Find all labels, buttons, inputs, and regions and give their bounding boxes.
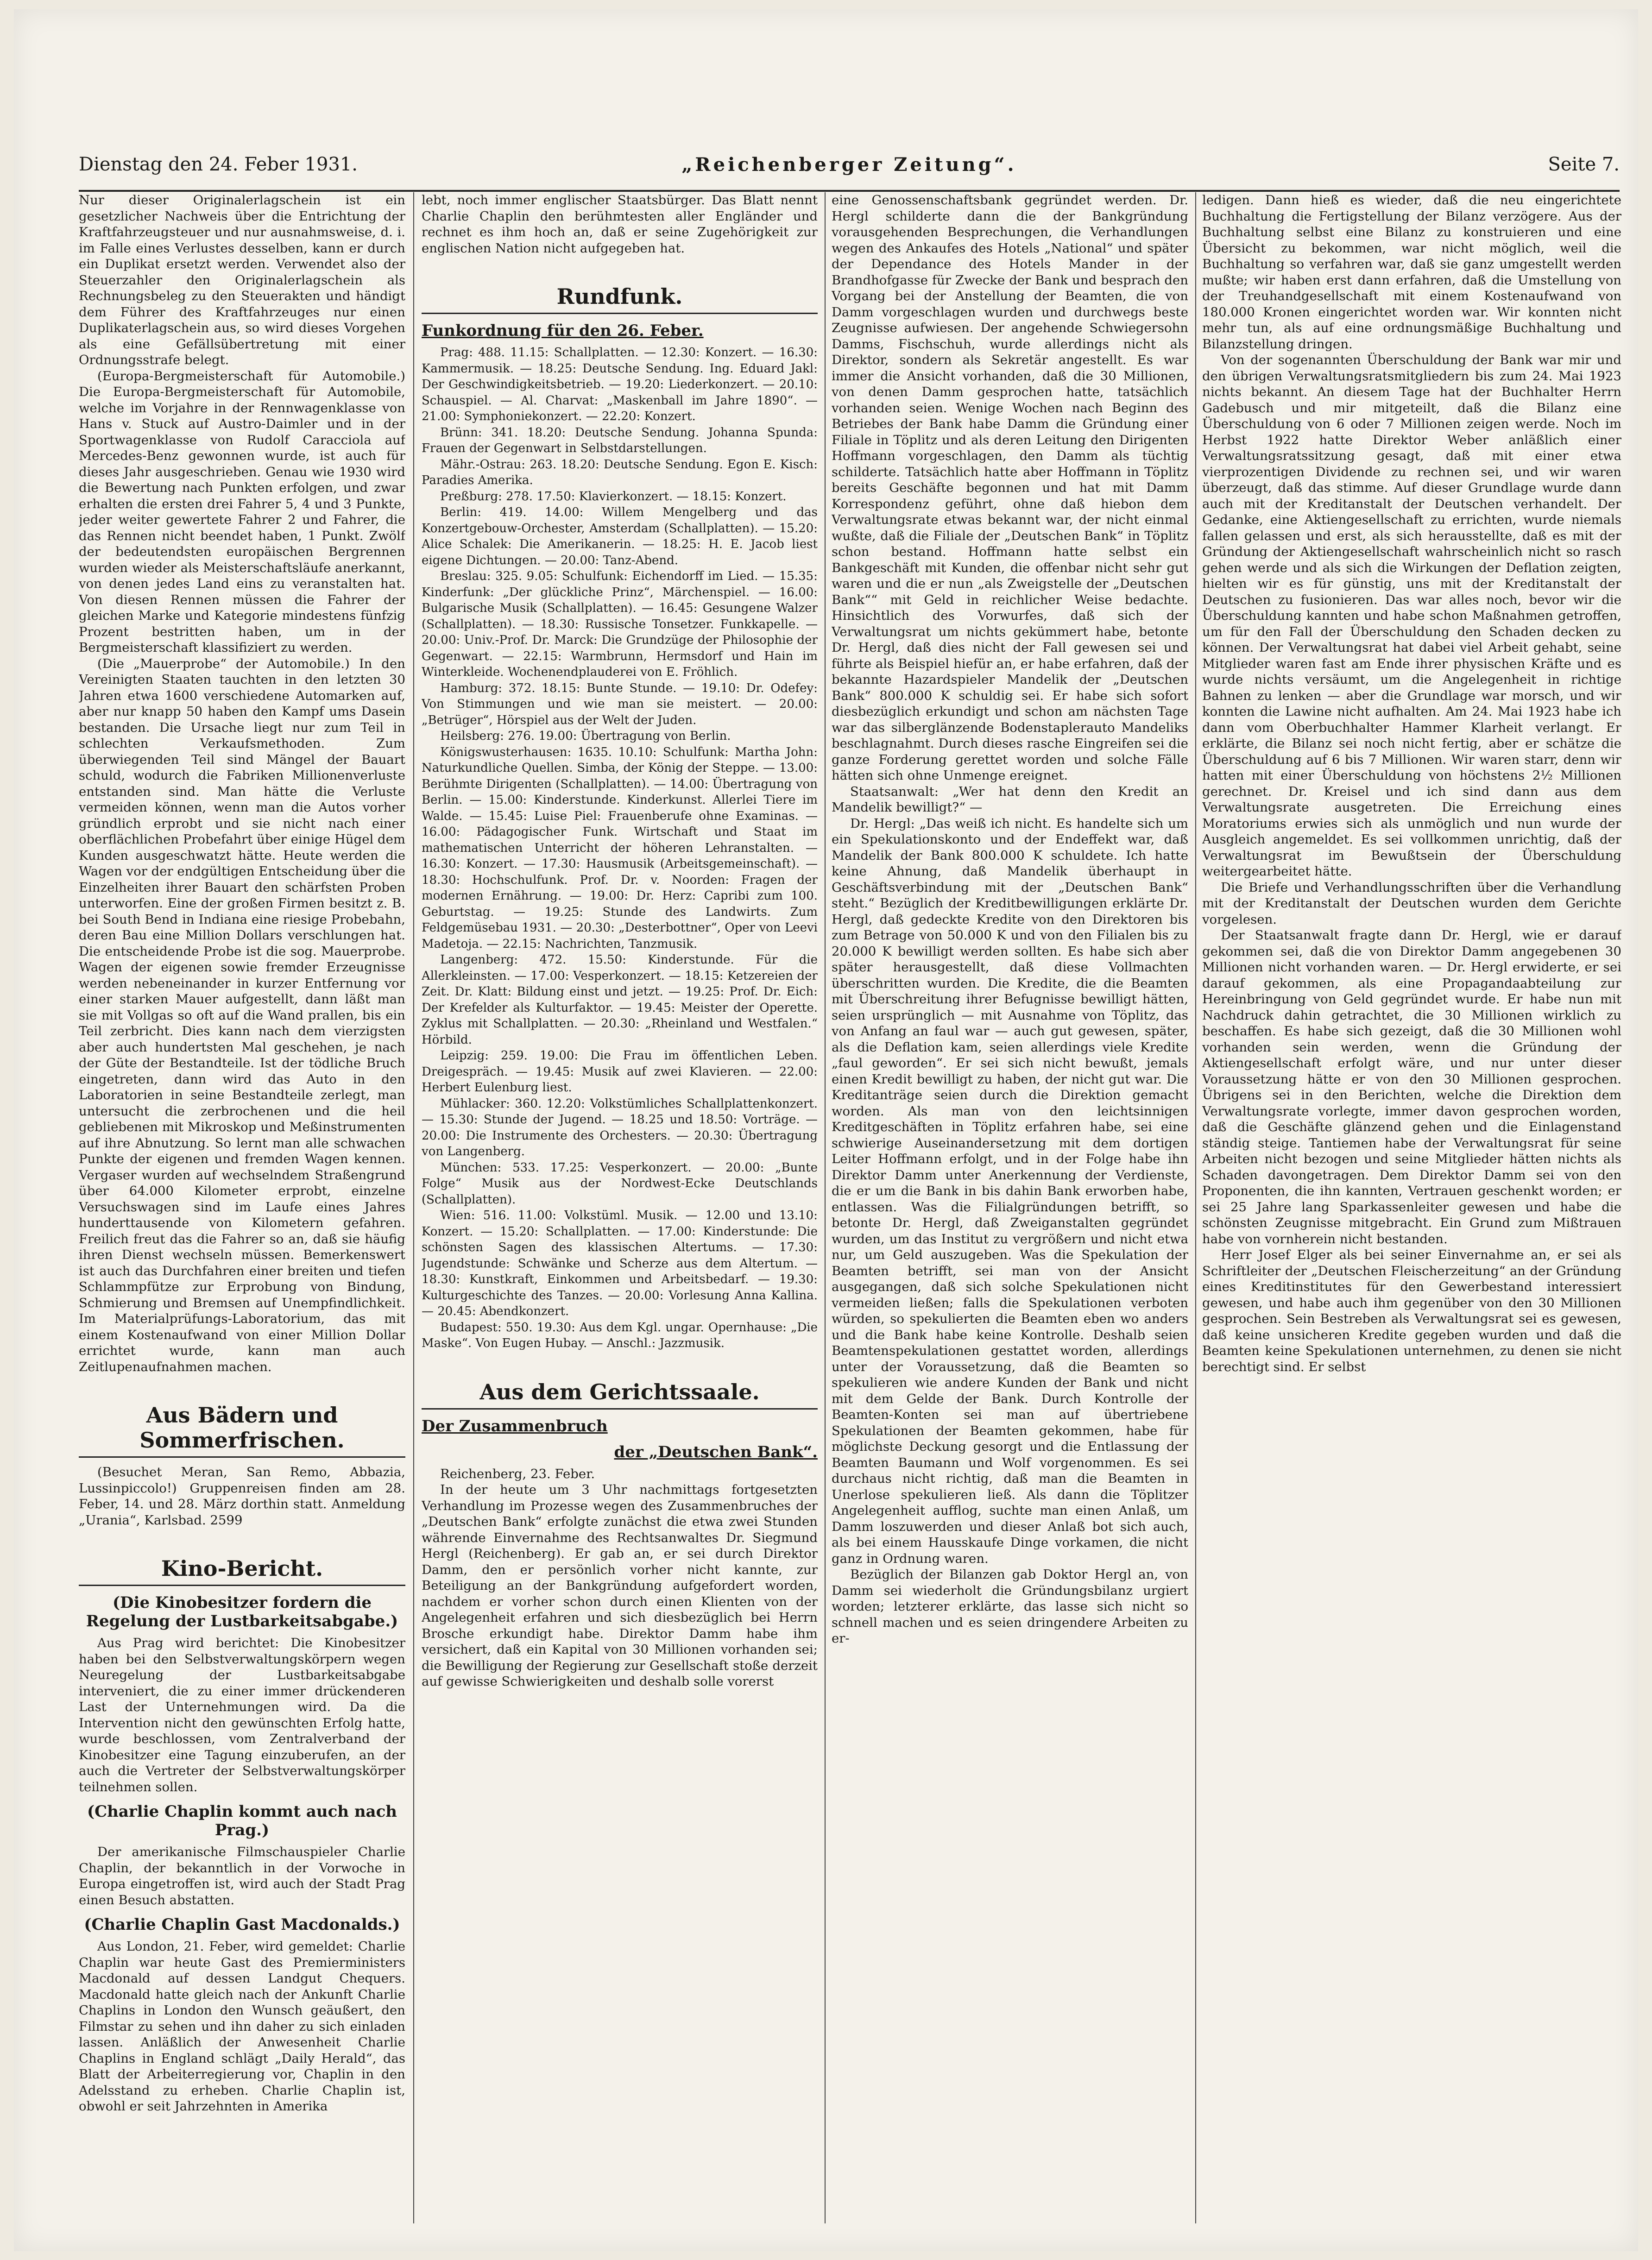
column-1 [79,192,405,2223]
article-paragraph: Staatsanwalt: „Wer hat denn den Kredit an Mandelik bewilligt?“ — [832,784,1188,815]
article-paragraph: Dr. Hergl: „Das weiß ich nicht. Es handelte sich um ein Spekulationskonto und der Endeffekt war, daß Mandelik der Bank 800.000 K schuldete. Ich hatte keine Ahnung, daß Mandelik überhaupt in Geschäftsverbindung mit der „Deutschen Bank“ steht.“ Bezüglich der Kreditbewilligungen erklärte Dr. Hergl, daß gedeckte Kredite von den Direktoren bis zum Betrage von 50.000 K und von den Filialen bis zu 20.000 K bewilligt werden sollten. Es habe sich aber später herausgestellt, daß diese Vollmachten überschritten wurden. Die Kredite, die die Beamten mit Überschreitung ihrer Befugnisse bewilligt hätten, seien ursprünglich — mit Ausnahme von Töplitz, das von Anfang an faul war — auch gut gewesen, später, als die Deflation kam, seien allerdings viele Kredite „faul geworden“. Er sei sich nicht bewußt, jemals einen Kredit bewilligt zu haben, der nicht gut war. Die Kreditanträge seien durch die Direktion gemacht worden. Als man von den leichtsinnigen Kreditgeschäften in Töplitz erfahren habe, sei eine schwierige Auseinandersetzung mit dem dortigen Leiter Hoffmann erfolgt, und in der Folge habe ihn Direktor Damm unter Anerkennung der Verdienste, die er um die Bank in bis dahin Bank erworben habe, entlassen. Was die Filialgründungen betrifft, so betonte Dr. Hergl, daß Zweiganstalten gegründet wurden, um das Institut zu vergrößern und nicht etwa nur, um Geld auszugeben. Was die Spekulation der Beamten betrifft, sei man von der Ansicht ausgegangen, daß sich solche Spekulationen nicht vermeiden ließen; falls die Spekulationen verboten würden, so spekulierten die Beamten eben wo anders und die Bank habe keine Kontrolle. Deshalb seien Beamtenspekulationen gestattet worden, allerdings unter der Voraussetzung, daß die Beamten so spekulieren wie andere Kunden der Bank und nicht mit dem Gelde der Bank. Durch Kontrolle der Beamten-Konten sei man auf übertriebene Spekulationen der Beamten gekommen, habe für möglichste Deckung gesorgt und die Entlassung der Beamten Baumann und Wolf vorgenommen. Es sei durchaus nicht richtig, daß man die Beamten in Unerlose spekulieren ließ. Als dann die Töplitzer Angelegenheit aufflog, suchte man einen Anlaß, um Damm loszuwerden und dieser Anlaß bot sich auch, als bei einem Hausskaufe Dinge vorkamen, die nicht ganz in Ordnung waren. [832,816,1188,1566]
article-paragraph: Herr Josef Elger als bei seiner Einvernahme an, er sei als Schriftleiter der „Deutschen Fleischerzeitung“ an der Gründung eines Kreditinstitutes für den Gewerbestand interessiert gewesen, und habe auch ihm gegenüber von den 30 Millionen gesprochen. Sein Bestreben als Verwaltungsrat sei es gewesen, daß keine unsicheren Kredite gegeben wurden und daß die Beamten keine Spekulationen unternehmen, zu denen sie nicht berechtigt sind. Er selbst [1202,1247,1621,1374]
article-paragraph: Von der sogenannten Überschuldung der Bank war mir und den übrigen Verwaltungsratsmitgliedern bis zum 24. Mai 1923 nichts bekannt. An diesem Tage hat der Buchhalter Herrn Gadebusch und mir mitgeteilt, daß die Bilanz eine Überschuldung von 6 oder 7 Millionen zeigen werde. Noch im Herbst 1922 hatte Direktor Weber anläßlich einer Verwaltungsratssitzung gesagt, daß mit einer etwa vierprozentigen Dividende zu rechnen sei, und wir waren überzeugt, daß das stimme. Auf dieser Grundlage wurde dann auch mit der Kreditanstalt der Deutschen verhandelt. Der Gedanke, eine Aktiengesellschaft zu errichten, wurde niemals fallen gelassen und erst, als sich herausstellte, daß es mit der Gründung der Aktiengesellschaft wahrscheinlich nicht so rasch gehen werde und als sich die Wirkungen der Deflation zeigten, hielten wir es für günstig, uns mit der Kreditanstalt der Deutschen zu fusionieren. Das war alles noch, bevor wir die Überschuldung kannten und habe schon Maßnahmen getroffen, um für den Fall der Überschuldung den Schaden decken zu können. Der Verwaltungsrat hat dabei viel Arbeit gehabt, seine Mitglieder waren fast am Ende ihrer physischen Kräfte und es wurde nichts versäumt, um die Angelegenheit in richtige Bahnen zu lenken — aber die Grundlage war morsch, und wir konnten die Lawine nicht aufhalten. Am 24. Mai 1923 habe ich dann vom Oberbuchhalter Hammer Klarheit verlangt. Er erklärte, die Bilanz sei noch nicht fertig, aber er schätze die Überschuldung auf 6 bis 7 Millionen. Wir waren starr, denn wir hatten mit einer Überschuldung von höchstens 2½ Millionen gerechnet. Dr. Kreisel und ich sind dann aus dem Verwaltungsrate ausgetreten. Die Erreichung eines Moratoriums erwies sich als unmöglich und nun wurde der Ausgleich angemeldet. Es sei vollkommen unrichtig, daß der Verwaltungsrat im Bewußtsein der Überschuldung weitergearbeitet hätte. [1202,353,1621,879]
article-paragraph: lebt, noch immer englischer Staatsbürger. Das Blatt nennt Charlie Chaplin den berühmtesten aller Engländer und rechnet es ihm hoch an, daß er seine Zugehörigkeit zur englischen Nation nicht aufgegeben hat. [422,193,818,256]
section-heading-baths: Aus Bädern und Sommerfrischen. [79,1403,405,1458]
article-paragraph: Bezüglich der Bilanzen gab Doktor Hergl an, von Damm sei wiederholt die Gründungsbilanz urgiert worden; letzterer erklärte, das lasse sich nicht so schnell machen und es seien dringendere Arbeiten zu er- [832,1567,1188,1646]
radio-listing: Breslau: 325. 9.05: Schulfunk: Eichendorff im Lied. — 15.35: Kinderfunk: „Der glückliche Prinz“, Märchenspiel. — 16.00: Bulgarische Musik (Schallplatten). — 16.45: Gesungene Walzer (Schallplatten). — 18.30: Russische Tonsetzer. Funkkapelle. — 20.00: Univ.-Prof. Dr. Marck: Die Grundzüge der Philosophie der Gegenwart. — 22.15: Warmbrunn, Hermsdorf und Hain im Winterkleide. Wochenendplauderei von E. Fröhlich. [422,569,818,679]
page-number: Seite 7. [1548,154,1620,175]
radio-listing: Budapest: 550. 19.30: Aus dem Kgl. ungar. Opernhause: „Die Maske“. Von Eugen Hubay. — Anschl.: Jazzmusik. [422,1320,818,1350]
article-subheading: (Charlie Chaplin Gast Macdonalds.) [84,1915,400,1934]
column-rule [1195,192,1196,2223]
radio-listing: Hamburg: 372. 18.15: Bunte Stunde. — 19.10: Dr. Odefey: Von Stimmungen und wie man sie meistert. — 20.00: „Betrüger“, Hörspiel aus der Welt der Juden. [422,681,818,727]
page-header [79,148,1620,192]
article-paragraph: Der amerikanische Filmschauspieler Charlie Chaplin, der bekanntlich in der Vorwoche in Europa eingetroffen ist, wird auch der Stadt Prag einen Besuch abstatten. [79,1845,405,1907]
section-heading-cinema: Kino-Bericht. [79,1556,405,1586]
radio-listing: Wien: 516. 11.00: Volkstüml. Musik. — 12.00 und 13.10: Konzert. — 15.20: Schallplatten. — 17.00: Kinderstunde: Die schönsten Sagen des klassischen Altertums. — 17.30: Jugendstunde: Schwänke und Scherze aus dem Altertum. — 18.30: Kunstkraft, Einkommen und Arbeitsbedarf. — 19.30: Kulturgeschichte des Tanzes. — 20.00: Vorlesung Anna Kallina. — 20.45: Abendkonzert. [422,1209,818,1318]
section-heading-court: Aus dem Gerichtssaale. [422,1379,818,1410]
column-4 [1202,192,1621,2223]
dateline: Reichenberg, 23. Feber. [440,1466,595,1481]
article-paragraph: eine Genossenschaftsbank gegründet werden. Dr. Hergl schilderte dann die der Bankgründung vorausgehenden Besprechungen, die Verhandlungen wegen des Ankaufes des Hotels „National“ und später der Dependance des Hotels Mander in der Brandhofgasse für Zwecke der Bank und besprach den Vorgang bei der Anstellung der Beamten, die von Damm vorgeschlagen wurden und durchwegs beste Zeugnisse aufwiesen. Der angehende Schwiegersohn Damms, Fischschuh, wurde allerdings nicht als Direktor, sondern als Sekretär angestellt. Es war immer die Ansicht vorhanden, daß die 30 Millionen, von denen Damm gesprochen hatte, tatsächlich vorhanden seien. Wenige Wochen nach Beginn des Betriebes der Bank habe Damm die Gründung einer Filiale in Töplitz und als deren Leitung den Dirigenten Hoffmann vorgeschlagen, den Damm als tüchtig schilderte. Tatsächlich hatte aber Hoffmann in Töplitz bereits Geschäfte begonnen und hat mit Damm Korrespondenz geführt, ohne daß hiebon dem Verwaltungsrate etwas bekannt war, der nicht einmal wußte, daß die Filiale der „Deutschen Bank“ in Töplitz schon bestand. Hoffmann hatte selbst ein Bankgeschäft mit Kunden, die offenbar nicht sehr gut waren und die er nun „als Zweigstelle der „Deutschen Bank““ mit Geld in reichlicher Weise bedachte. Hinsichtlich des Vorwurfes, daß sich der Verwaltungsrat um nichts gekümmert habe, betonte Dr. Hergl, daß dies nicht der Fall gewesen sei und führte als Beispiel hiefür an, er habe erfahren, daß der bekannte Hazardspieler Mandelik der „Deutschen Bank“ 800.000 K schuldig sei. Er habe sich sofort diesbezüglich erkundigt und schon am nächsten Tage war das silberglänzende Bodenstaplerauto Mandeliks beschlagnahmt. Durch dieses rasche Eingreifen sei die ganze Forderung gerettet worden und solche Fälle hätten sich ohne Unmenge ereignet. [832,193,1188,783]
article-paragraph: (Europa-Bergmeisterschaft für Automobile.) Die Europa-Bergmeisterschaft für Automobile, welche im Vorjahre in der Rennwagenklasse von Hans v. Stuck auf Austro-Daimler und in der Sportwagenklasse von Rudolf Caracciola auf Mercedes-Benz gewonnen wurde, ist auch für dieses Jahr ausgeschrieben. Genau wie 1930 wird die Bewertung nach Punkten erfolgen, und zwar erhalten die ersten drei Fahrer 5, 4 und 3 Punkte, jeder weiter gewertete Fahrer 2 und Fahrer, die das Rennen nicht beendet haben, 1 Punkt. Zwölf der bedeutendsten europäischen Bergrennen wurden wieder als Meisterschaftsläufe anerkannt, von denen jedes Land eins zu veranstalten hat. Von diesen Rennen müssen die Fahrer der gleichen Marke und Kategorie mindestens fünfzig Prozent bestritten haben, um in der Bergmeisterschaft klassifiziert zu werden. [79,368,405,655]
radio-listing: Heilsberg: 276. 19.00: Übertragung von Berlin. [440,729,731,743]
radio-listing: Berlin: 419. 14.00: Willem Mengelberg und das Konzertgebouw-Orchester, Amsterdam (Schallplatten). — 15.20: Alice Schalek: Die Amerikanerin. — 18.25: H. E. Jacob liest eigene Dichtungen. — 20.00: Tanz-Abend. [422,505,818,567]
article-paragraph: Die Briefe und Verhandlungsschriften über die Verhandlung mit der Kreditanstalt der Deutschen wurden dem Gerichte vorgelesen. [1202,880,1621,927]
article-paragraph: (Die „Mauerprobe“ der Automobile.) In den Vereinigten Staaten tauchten in den letzten 30 Jahren etwa 1600 verschiedene Automarken auf, aber nur knapp 50 haben den Kampf ums Dasein bestanden. Die Ursache liegt nur zum Teil in schlechten Verkaufsmethoden. Zum überwiegenden Teil sind Mängel der Bauart schuld, wodurch die Fabriken Millionenverluste entstanden sind. Man hätte die Verluste vermeiden können, wenn man die Autos vorher gründlich erprobt und sie nicht nach einer oberflächlichen Probefahrt über einige Hügel dem Kunden ausgeschwatzt hätte. Heute werden die Wagen vor der endgültigen Entscheidung über die Einzelheiten ihrer Bauart den schärfsten Proben unterworfen. Eine der großen Firmen besitzt z. B. bei South Bend in Indiana eine riesige Probebahn, deren Bau eine Million Dollars verschlungen hat. Die entscheidende Probe ist die sog. Mauerprobe. Wagen der eigenen sowie fremder Erzeugnisse werden nebeneinander in kurzer Entfernung vor einer starken Mauer aufgestellt, dann läßt man sie mit Vollgas so oft auf die Wand prallen, bis ein Teil zerbricht. Dies kann nach dem vierzigsten aber auch hundertsten Mal geschehen, je nach der Güte der Bestandteile. Ist der tödliche Bruch eingetreten, dann wird das Auto in den Laboratorien in seine Bestandteile zerlegt, man untersucht die zerbrochenen und die heil gebliebenen mit Mikroskop und Meßinstrumenten auf ihre Abnutzung. So lernt man alle schwachen Punkte der eigenen und fremden Wagen kennen. Vergaser wurden auf wechselndem Straßengrund über 64.000 Kilometer erprobt, einzelne Versuchswagen sind im Laufe eines Jahres hunderttausende von Kilometern gefahren. Freilich freut das die Fahrer so an, daß sie häufig ihren Dienst wechseln müssen. Bemerkenswert ist auch das Durchfahren einer breiten und tiefen Schlammpfütze zur Erprobung von Bindung, Schmierung und Bremsen auf Unempfindlichkeit. Im Materialprüfungs-Laboratorium, das mit einem Kostenaufwand von einer Million Dollar errichtet wurde, kann man auch Zeitlupenaufnahmen machen. [79,656,405,1374]
radio-listing: Königswusterhausen: 1635. 10.10: Schulfunk: Martha John: Naturkundliche Quellen. Simba, der König der Steppe. — 13.00: Berühmte Dirigenten (Schallplatten). — 14.00: Übertragung von Berlin. — 15.00: Kinderstunde. Kinderkunst. Allerlei Tiere im Walde. — 15.45: Luise Piel: Frauenberufe ohne Examinas. — 16.00: Pädagogischer Funk. Wirtschaft und Staat im mathematischen Unterricht der höheren Lehranstalten. — 16.30: Konzert. — 17.30: Hausmusik (Arbeitsgemeinschaft). — 18.30: Hochschulfunk. Prof. Dr. v. Noorden: Fragen der modernen Ernährung. — 19.00: Dr. Herz: Capribi zum 100. Geburtstag. — 19.25: Stunde des Landwirts. Zum Feldgemüsebau 1931. — 20.30: „Desterbottner“, Oper von Leevi Madetoja. — 22.15: Nachrichten, Tanzmusik. [422,745,818,951]
radio-listing: Langenberg: 472. 15.50: Kinderstunde. Für die Allerkleinsten. — 17.00: Vesperkonzert. — 18.15: Ketzereien der Zeit. Dr. Klatt: Bildung einst und jetzt. — 19.25: Prof. Dr. Eich: Der Krefelder als Kulturfaktor. — 19.45: Meister der Operette. Zyklus mit Schallplatten. — 20.30: „Rheinland und Westfalen.“ Hörbild. [422,953,818,1047]
article-paragraph: Der Staatsanwalt fragte dann Dr. Hergl, wie er darauf gekommen sei, daß die von Direktor Damm angegebenen 30 Millionen nicht vorhanden waren. — Dr. Hergl erwiderte, er sei darauf gekommen, als eine Propagandaabteilung zur Hereinbringung von Geld gegründet wurde. Er habe nun mit Nachdruck dahin getrachtet, die 30 Millionen wirklich zu beschaffen. Es habe sich gezeigt, daß die 30 Millionen wohl vorhanden sein werden, wenn die Gründung der Aktiengesellschaft erfolgt wäre, und nur unter dieser Voraussetzung hätte er von den 30 Millionen gesprochen. Übrigens sei in den Berichten, welche die Direktion dem Verwaltungsrate vorlegte, immer davon gesprochen worden, daß die Geschäfte glänzend gehen und die Einlagenstand ständig steige. Tantiemen habe der Verwaltungsrat für seine Arbeiten nicht bezogen und seine Mitglieder hätten nichts als Schaden davongetragen. Dem Direktor Damm sei von den Proponenten, die ihn kannten, Vertrauen geschenkt worden; er sei 25 Jahre lang Sparkassenleiter gewesen und habe die schönsten Zeugnisse mitgebracht. Ein Grund zum Mißtrauen habe von vornherein nicht bestanden. [1202,928,1621,1246]
article-subheading: (Charlie Chaplin kommt auch nach Prag.) [87,1802,397,1839]
column-rule [825,192,826,2223]
masthead: „Reichenberger Zeitung“. [681,154,1017,176]
court-subheading: der „Deutschen Bank“. [614,1442,818,1461]
radio-subheading: Funkordnung für den 26. Feber. [422,321,704,340]
section-heading-radio: Rundfunk. [422,284,818,314]
issue-date: Dienstag den 24. Feber 1931. [79,154,358,175]
advert-paragraph: (Besuchet Meran, San Remo, Abbazia, Lussinpiccolo!) Gruppenreisen finden am 28. Feber, 14. und 28. März dorthin statt. Anmeldung „Urania“, Karlsbad. 2599 [79,1465,405,1528]
column-3 [832,192,1188,2223]
article-paragraph: Aus Prag wird berichtet: Die Kinobesitzer haben bei den Selbstverwaltungskörpern wegen Neuregelung der Lustbarkeitsabgabe interveniert, die zu einer immer drückenderen Last der Unternehmungen wird. Da die Intervention nicht den gewünschten Erfolg hatte, wurde beschlossen, vom Zentralverband der Kinobesitzer eine Tagung einzuberufen, an der auch die Vertreter der Selbstverwaltungskörper teilnehmen sollen. [79,1636,405,1794]
column-2 [422,192,818,2223]
radio-listing: Mähr.-Ostrau: 263. 18.20: Deutsche Sendung. Egon E. Kisch: Paradies Amerika. [422,457,818,487]
article-paragraph: Aus London, 21. Feber, wird gemeldet: Charlie Chaplin war heute Gast des Premierministers Macdonald auf dessen Landgut Chequers. Macdonald hatte gleich nach der Ankunft Charlie Chaplins in London den Wunsch geäußert, den Filmstar zu sehen und ihn daher zu sich einladen lassen. Anläßlich der Anwesenheit Charlie Chaplins in England schlägt „Daily Herald“, das Blatt der Arbeiterregierung vor, Chaplin in den Adelsstand zu erheben. Charlie Chaplin ist, obwohl er seit Jahrzehnten in Amerika [79,1939,405,2114]
radio-listing: München: 533. 17.25: Vesperkonzert. — 20.00: „Bunte Folge“ Musik aus der Nordwest-Ecke Deutschlands (Schallplatten). [422,1160,818,1207]
column-rule [413,192,414,2223]
article-paragraph: ledigen. Dann hieß es wieder, daß die neu eingerichtete Buchhaltung die Fertigstellung der Bilanz verzögere. Aus der Buchhaltung selbst eine Bilanz zu konstruieren und eine Übersicht zu bekommen, war nicht möglich, weil die Buchhaltung so verfahren war, daß sie ganz umgestellt werden mußte; wir haben erst dann erfahren, daß die Umstellung von der Treuhandgesellschaft mit einem Kostenaufwand von 180.000 Kronen eingerichtet worden war. Wir konnten nicht mehr tun, als auf eine ordnungsmäßige Buchhaltung und Bilanzstellung dringen. [1202,193,1621,352]
radio-listing: Leipzig: 259. 19.00: Die Frau im öffentlichen Leben. Dreigespräch. — 19.45: Musik auf zwei Klavieren. — 22.00: Herbert Eulenburg liest. [422,1049,818,1095]
court-subheading: Der Zusammenbruch [422,1416,608,1435]
radio-listing: Brünn: 341. 18.20: Deutsche Sendung. Johanna Spunda: Frauen der Gegenwart in Selbstdarstellungen. [422,425,818,455]
newspaper-page [14,9,1638,2251]
radio-listing: Prag: 488. 11.15: Schallplatten. — 12.30: Konzert. — 16.30: Kammermusik. — 18.25: Deutsche Sendung. Ing. Eduard Jakl: Der Geschwindigkeitsbetrieb. — 19.20: Liederkonzert. — 20.10: Schauspiel. — Al. Charvat: „Maskenball im Jahre 1890“. — 21.00: Symphoniekonzert. — 22.20: Konzert. [422,346,818,423]
article-paragraph: Nur dieser Originalerlagschein ist ein gesetzlicher Nachweis über die Entrichtung der Kraftfahrzeugsteuer und nur ausnahmsweise, d. i. im Falle eines Verlustes desselben, kann er durch ein Duplikat ersetzt werden. Verwendet also der Steuerzahler den Originalerlagschein als Rechnungsbeleg zu den Steuerakten und händigt dem Führer des Kraftfahrzeuges nur einen Duplikaterlagschein aus, so wird dieses Vorgehen als eine Gefällsübertretung mit einer Ordnungsstrafe belegt. [79,193,405,367]
article-subheading: (Die Kinobesitzer fordern die Regelung der Lustbarkeitsabgabe.) [86,1593,398,1630]
radio-listing: Preßburg: 278. 17.50: Klavierkonzert. — 18.15: Konzert. [440,489,787,504]
article-paragraph: In der heute um 3 Uhr nachmittags fortgesetzten Verhandlung im Prozesse wegen des Zusammenbruches der „Deutschen Bank“ erfolgte zunächst die etwa zwei Stunden währende Einvernahme des Rechtsanwaltes Dr. Siegmund Hergl (Reichenberg). Er gab an, er sei durch Direktor Damm, den er persönlich vorher nicht kannte, zur Beteiligung an der Bankgründung aufgefordert worden, nachdem er vorher schon durch einen Klienten von der Angelegenheit erfahren und sich diesbezüglich bei Herrn Brosche erkundigt habe. Direktor Damm habe ihm versichert, daß ein Kapital von 30 Millionen vorhanden sei; die Bewilligung der Regierung zur Gesellschaft stoße derzeit auf gewisse Schwierigkeiten und deshalb solle vorerst [422,1482,818,1689]
radio-listing: Mühlacker: 360. 12.20: Volkstümliches Schallplattenkonzert. — 15.30: Stunde der Jugend. — 18.25 und 18.50: Vorträge. — 20.00: Die Instrumente des Orchesters. — 20.30: Übertragung von Langenberg. [422,1096,818,1158]
